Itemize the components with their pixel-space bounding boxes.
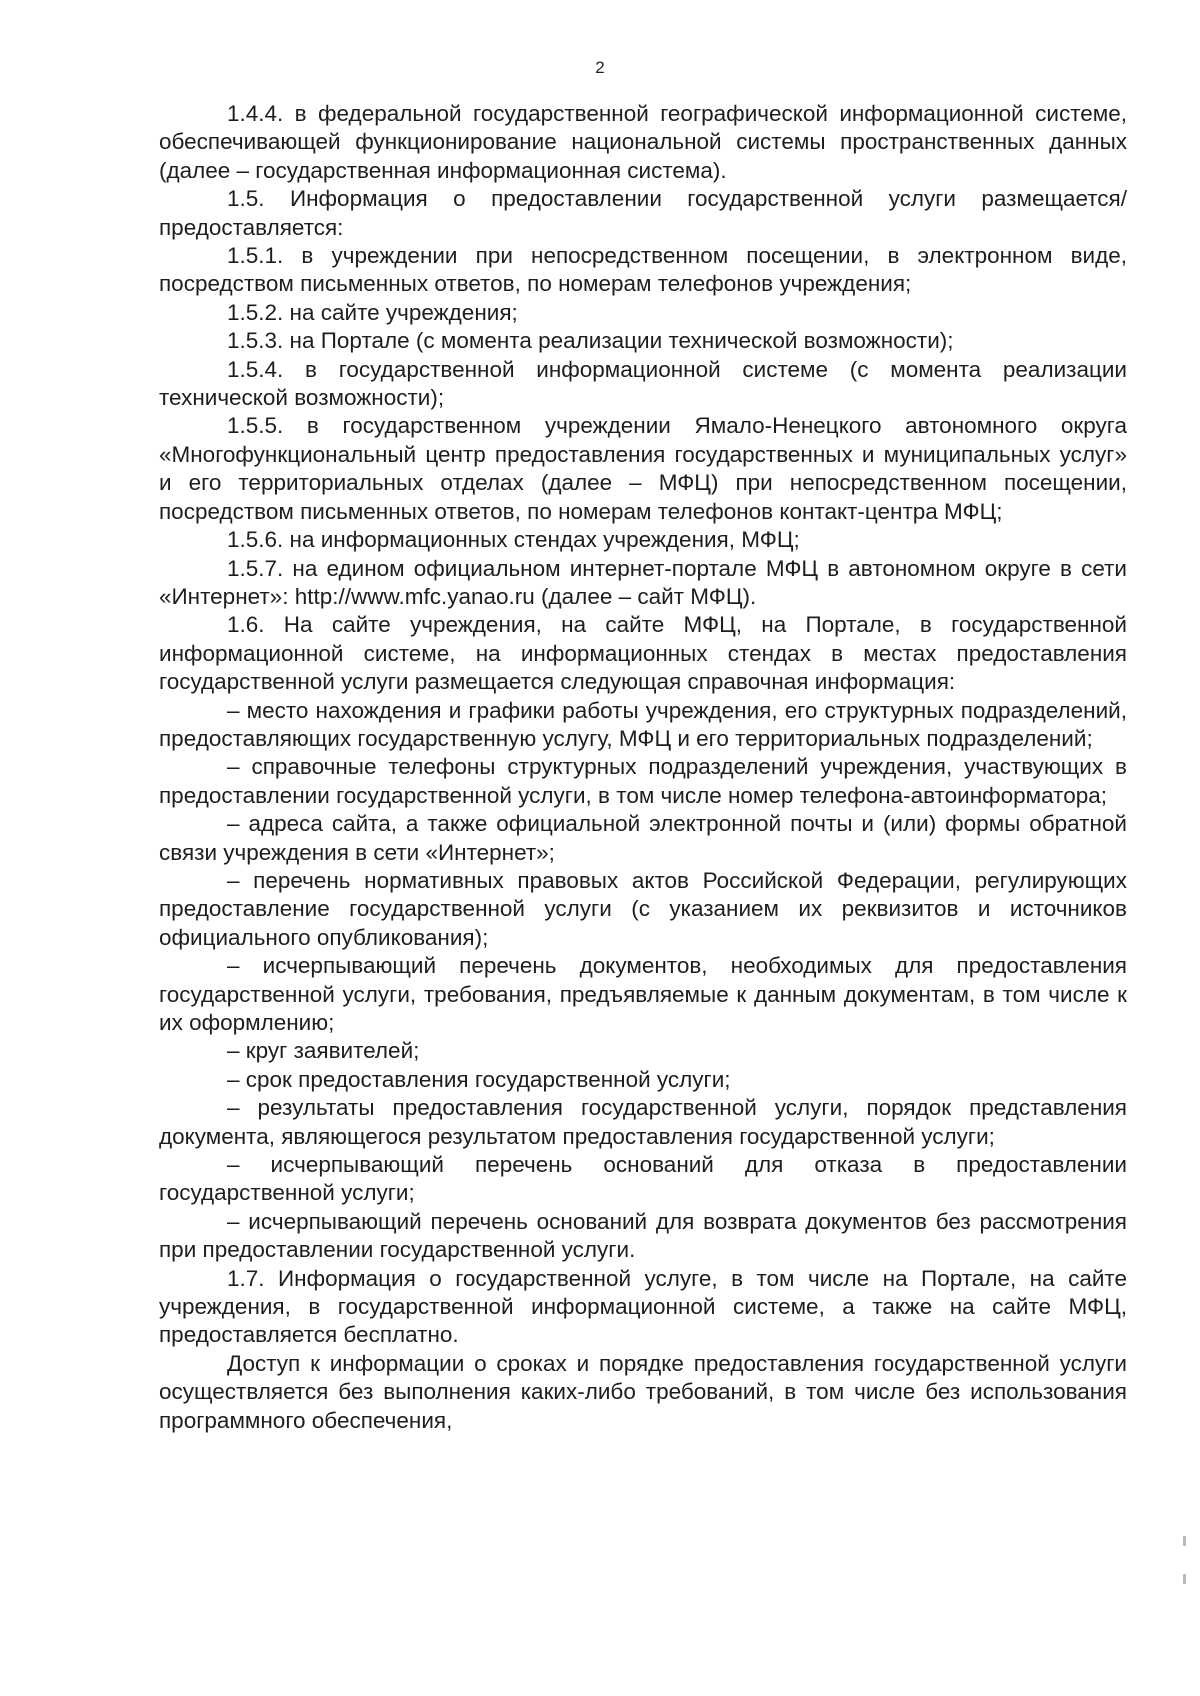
paragraph-1-5-6: 1.5.6. на информационных стендах учреждения, МФЦ; xyxy=(227,527,800,553)
scan-artifact xyxy=(1183,1574,1186,1584)
paragraph-1-5-3: 1.5.3. на Портале (с момента реализации технической возможности); xyxy=(227,328,954,354)
list-item-service-results: – результаты предоставления государственной услуги, порядок представления документа, являющегося результатом предоставления государственной услуги; xyxy=(159,1095,1127,1149)
list-item-site-email: – адреса сайта, а также официальной электронной почты и (или) формы обратной связи учреждения в сети «Интернет»; xyxy=(159,811,1127,865)
paragraph-1-7: 1.7. Информация о государственной услуге, в том числе на Портале, на сайте учреждения, в государственной информационной системе, а также на сайте МФЦ, предоставляется бесплатно. xyxy=(159,1265,1127,1348)
list-item-legal-acts: – перечень нормативных правовых актов Российской Федерации, регулирующих предоставление государственной услуги (с указанием их реквизитов и источников официального опубликования); xyxy=(159,867,1127,950)
paragraph-access: Доступ к информации о сроках и порядке предоставления государственной услуги осуществляется без выполнения каких-либо требований, в том числе без использования программного обеспечения, xyxy=(159,1350,1127,1433)
paragraph-1-5-7: 1.5.7. на едином официальном интернет-портале МФЦ в автономном округе в сети «Интернет»: http://www.mfc.yanao.ru (далее – сайт МФЦ). xyxy=(159,555,1127,609)
list-item-applicants: – круг заявителей; xyxy=(227,1038,420,1064)
paragraph-1-4-4: 1.4.4. в федеральной государственной географической информационной системе, обеспечивающей функционирование национальной системы пространственных данных (далее – государственная информационная система). xyxy=(159,101,1127,183)
list-item-reference-phones: – справочные телефоны структурных подразделений учреждения, участвующих в предоставлении государственной услуги, в том числе номер телефона-автоинформатора; xyxy=(159,754,1127,808)
list-item-refusal-grounds: – исчерпывающий перечень оснований для отказа в предоставлении государственной услуги; xyxy=(159,1152,1127,1206)
list-item-location-schedule: – место нахождения и графики работы учреждения, его структурных подразделений, предоставляющих государственную услугу, МФЦ и его территориальных подразделений; xyxy=(159,697,1127,751)
scan-artifact xyxy=(1183,1536,1186,1546)
document-body xyxy=(159,100,1127,1435)
paragraph-1-5: 1.5. Информация о предоставлении государственной услуги размещается/предоставляется: xyxy=(159,186,1127,240)
list-item-service-term: – срок предоставления государственной услуги; xyxy=(227,1066,731,1092)
list-item-return-grounds: – исчерпывающий перечень оснований для возврата документов без рассмотрения при предоставлении государственной услуги. xyxy=(159,1208,1127,1263)
page-number: 2 xyxy=(595,58,605,77)
paragraph-1-5-2: 1.5.2. на сайте учреждения; xyxy=(227,299,518,325)
list-item-required-documents: – исчерпывающий перечень документов, необходимых для предоставления государственной услуги, требования, предъявляемые к данным документам, в том числе к их оформлению; xyxy=(159,953,1127,1035)
paragraph-1-5-5: 1.5.5. в государственном учреждении Ямало-Ненецкого автономного округа «Многофункциональный центр предоставления государственных и муниципальных услуг» и его территориальных отделах (далее – МФЦ) при непосредственном посещении, посредством письменных ответов, по номерам телефонов контакт-центра МФЦ; xyxy=(159,413,1127,524)
paragraph-1-5-1: 1.5.1. в учреждении при непосредственном посещении, в электронном виде, посредством письменных ответов, по номерам телефонов учреждения; xyxy=(159,243,1127,297)
paragraph-1-6: 1.6. На сайте учреждения, на сайте МФЦ, на Портале, в государственной информационной системе, на информационных стендах в местах предоставления государственной услуги размещается следующая справочная информация: xyxy=(159,612,1127,695)
paragraph-1-5-4: 1.5.4. в государственной информационной системе (с момента реализации технической возможности); xyxy=(159,356,1127,411)
